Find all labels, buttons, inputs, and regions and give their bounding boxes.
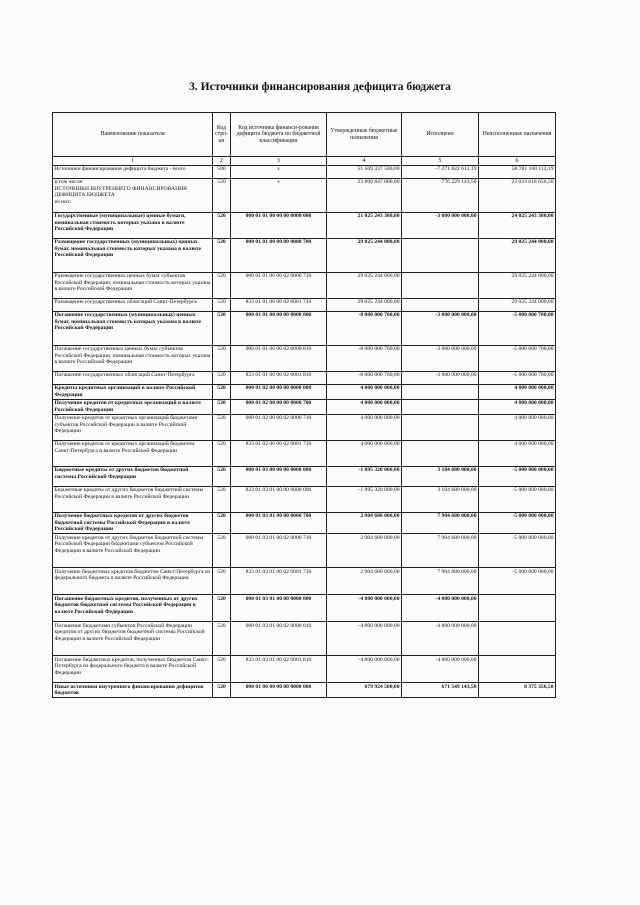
source-code-cell: 000 01 03 01 00 00 0000 700 xyxy=(231,512,327,533)
approved-amount-cell: -4 800 000 000,00 xyxy=(327,656,402,683)
unexecuted-amount-cell: 4 000 000 000,00 xyxy=(479,440,556,466)
table-row xyxy=(53,595,556,622)
line-code-cell: 520 xyxy=(213,414,231,440)
source-code-cell: 833 01 03 01 00 02 0001 710 xyxy=(231,568,327,595)
executed-amount-cell xyxy=(402,384,479,399)
line-code-cell: 520 xyxy=(213,512,231,533)
executed-amount-cell: 7 904 680 000,00 xyxy=(402,512,479,533)
financing-sources-table xyxy=(52,112,556,698)
approved-amount-cell: 2 904 680 000,00 xyxy=(327,512,402,533)
indicator-name-cell: Размещение государственных облигаций Санкт-Петербурга xyxy=(53,298,213,311)
line-code-cell: 520 xyxy=(213,568,231,595)
line-code-cell: 520 xyxy=(213,238,231,272)
approved-amount-cell: 29 025 244 000,00 xyxy=(327,272,402,298)
executed-amount-cell: -3 000 000 000,00 xyxy=(402,212,479,238)
approved-amount-cell: 4 000 000 000,00 xyxy=(327,384,402,399)
unexecuted-amount-cell xyxy=(479,595,556,622)
table-row xyxy=(53,384,556,399)
column-number: 5 xyxy=(402,157,479,166)
source-code-cell: 000 01 03 01 00 02 0000 710 xyxy=(231,534,327,568)
column-number: 3 xyxy=(231,157,327,166)
executed-amount-cell: 7 904 680 000,00 xyxy=(402,568,479,595)
unexecuted-amount-cell: 29 025 244 000,00 xyxy=(479,238,556,272)
executed-amount-cell: -4 800 000 000,00 xyxy=(402,656,479,683)
executed-amount-cell: -3 000 000 000,00 xyxy=(402,311,479,345)
header-indicator-name: Наименование показателя xyxy=(53,113,213,157)
approved-amount-cell: 4 000 000 000,00 xyxy=(327,414,402,440)
executed-amount-cell: 3 104 680 000,00 xyxy=(402,486,479,512)
line-code-cell: 500 xyxy=(213,165,231,178)
source-code-cell: 000 01 01 00 00 00 0000 000 xyxy=(231,212,327,238)
executed-amount-cell: -3 000 000 000,00 xyxy=(402,345,479,371)
approved-amount-cell: -8 000 000 700,00 xyxy=(327,371,402,384)
line-code-cell: 520 xyxy=(213,272,231,298)
table-row xyxy=(53,683,556,698)
indicator-name-cell: Получение кредитов от кредитных организаций в валюте Российской Федерации xyxy=(53,399,213,414)
table-row xyxy=(53,568,556,595)
line-code-cell: 520 xyxy=(213,298,231,311)
indicator-name-cell: Получение бюджетных кредитов бюджетом Санкт-Петербурга из федерального бюджета в валюте Российской Федерации xyxy=(53,568,213,595)
approved-amount-cell: 2 904 680 000,00 xyxy=(327,568,402,595)
approved-amount-cell: -8 000 000 700,00 xyxy=(327,345,402,371)
unexecuted-amount-cell xyxy=(479,656,556,683)
table-row xyxy=(53,371,556,384)
table-row xyxy=(53,656,556,683)
source-code-cell: 000 01 06 00 00 00 0000 000 xyxy=(231,683,327,698)
approved-amount-cell: 29 025 244 000,00 xyxy=(327,298,402,311)
unexecuted-amount-cell: 4 000 000 000,00 xyxy=(479,384,556,399)
executed-amount-cell: -7 271 822 612,19 xyxy=(402,165,479,178)
indicator-name-cell: Иные источники внутреннего финансирования дефицитов бюджетов xyxy=(53,683,213,698)
source-code-cell: 833 01 01 00 00 02 0001 810 xyxy=(231,371,327,384)
line-code-cell: 520 xyxy=(213,595,231,622)
unexecuted-amount-cell: 29 025 244 000,00 xyxy=(479,272,556,298)
indicator-name-cell: Источники финансирования дефицита бюджета - всего xyxy=(53,165,213,178)
source-code-cell: x xyxy=(231,165,327,178)
table-row xyxy=(53,165,556,178)
unexecuted-amount-cell: -5 000 000 000,00 xyxy=(479,466,556,486)
approved-amount-cell: 29 025 244 000,00 xyxy=(327,238,402,272)
approved-amount-cell: 23 809 847 800,00 xyxy=(327,178,402,212)
table-row xyxy=(53,414,556,440)
unexecuted-amount-cell: -5 000 000 000,00 xyxy=(479,534,556,568)
table-row xyxy=(53,238,556,272)
unexecuted-amount-cell: -5 000 000 700,00 xyxy=(479,311,556,345)
indicator-name-cell: Погашение бюджетных кредитов, полученных бюджетом Санкт-Петербурга из федерального бюджета в валюте Российской Федерации xyxy=(53,656,213,683)
source-code-cell: 000 01 02 00 00 00 0000 000 xyxy=(231,384,327,399)
indicator-name-cell: Получение кредитов от кредитных организаций бюджетами субъектов Российской Федерации в валюте Российской Федерации xyxy=(53,414,213,440)
line-code-cell: 520 xyxy=(213,486,231,512)
executed-amount-cell xyxy=(402,440,479,466)
indicator-name-cell: Государственные (муниципальные) ценные бумаги, номинальная стоимость которых указана в валюте Российской Федерации xyxy=(53,212,213,238)
indicator-name-cell: Размещение государственных ценных бумаг субъектов Российской Федерации, номинальная стоимость которых указана в валюте Российской Федерации xyxy=(53,272,213,298)
indicator-name-cell: Получение бюджетных кредитов от других бюджетов бюджетной системы Российской Федерации в валюте Российской Федерации xyxy=(53,512,213,533)
table-row xyxy=(53,466,556,486)
unexecuted-amount-cell: -5 000 000 000,00 xyxy=(479,512,556,533)
unexecuted-amount-cell xyxy=(479,622,556,656)
executed-amount-cell: 7 904 680 000,00 xyxy=(402,534,479,568)
source-code-cell: 000 01 01 00 00 00 0000 700 xyxy=(231,238,327,272)
approved-amount-cell: 21 025 243 300,00 xyxy=(327,212,402,238)
header-executed: Исполнено xyxy=(402,113,479,157)
source-code-cell: 000 01 01 00 00 00 0000 800 xyxy=(231,311,327,345)
line-code-cell: 520 xyxy=(213,311,231,345)
source-code-cell: x xyxy=(231,178,327,212)
unexecuted-amount-cell: 58 781 160 112,19 xyxy=(479,165,556,178)
column-number-row xyxy=(53,157,556,166)
source-code-cell: 833 01 03 01 00 00 0000 000 xyxy=(231,486,327,512)
source-code-cell: 000 01 03 01 00 02 0000 810 xyxy=(231,622,327,656)
page-title: 3. Источники финансирования дефицита бюджета xyxy=(189,81,451,93)
indicator-name-cell: Погашение государственных (муниципальных) ценных бумаг, номинальная стоимость которых указана в валюте Российской Федерации xyxy=(53,311,213,345)
indicator-name-cell: Получение кредитов от других бюджетов бюджетной системы Российской Федерации бюджетами субъектов Российской Федерации в валюте Российской Федерации xyxy=(53,534,213,568)
approved-amount-cell: -4 800 000 000,00 xyxy=(327,595,402,622)
line-code-cell: 520 xyxy=(213,384,231,399)
indicator-name-cell: в том числе: ИСТОЧНИКИ ВНУТРЕННЕГО ФИНАНСИРОВАНИЯ ДЕФИЦИТА БЮДЖЕТА из них: xyxy=(53,178,213,212)
approved-amount-cell: -8 000 000 700,00 xyxy=(327,311,402,345)
table-row xyxy=(53,272,556,298)
source-code-cell: 000 01 03 01 00 00 0000 800 xyxy=(231,595,327,622)
line-code-cell: 520 xyxy=(213,656,231,683)
line-code-cell: 520 xyxy=(213,440,231,466)
line-code-cell: 520 xyxy=(213,683,231,698)
executed-amount-cell: 776 229 143,50 xyxy=(402,178,479,212)
approved-amount-cell: 51 509 337 500,00 xyxy=(327,165,402,178)
financing-sources-table-wrapper xyxy=(52,112,555,698)
unexecuted-amount-cell: 8 375 356,50 xyxy=(479,683,556,698)
unexecuted-amount-cell: 23 033 618 656,50 xyxy=(479,178,556,212)
executed-amount-cell xyxy=(402,414,479,440)
unexecuted-amount-cell: -5 000 000 000,00 xyxy=(479,486,556,512)
unexecuted-amount-cell: -5 000 000 700,00 xyxy=(479,345,556,371)
header-row xyxy=(53,113,556,157)
table-row xyxy=(53,440,556,466)
executed-amount-cell: 671 549 143,50 xyxy=(402,683,479,698)
executed-amount-cell: -3 000 000 000,00 xyxy=(402,371,479,384)
indicator-name-cell: Погашение государственных ценных бумаг субъектов Российской Федерации, номинальная стоимость которых указана в валюте Российской Федерации xyxy=(53,345,213,371)
source-code-cell: 000 01 03 00 00 00 0000 000 xyxy=(231,466,327,486)
indicator-name-cell: Погашение бюджетных кредитов, полученных от других бюджетов бюджетной системы Российской Федерации в валюте Российской Федерации xyxy=(53,595,213,622)
unexecuted-amount-cell: 24 025 243 300,00 xyxy=(479,212,556,238)
approved-amount-cell: 4 000 000 000,00 xyxy=(327,399,402,414)
unexecuted-amount-cell: -5 000 000 000,00 xyxy=(479,568,556,595)
line-code-cell: 520 xyxy=(213,622,231,656)
header-line-code: Код стро-ки xyxy=(213,113,231,157)
table-row xyxy=(53,345,556,371)
column-number: 6 xyxy=(479,157,556,166)
table-row xyxy=(53,486,556,512)
line-code-cell: 520 xyxy=(213,178,231,212)
source-code-cell: 833 01 02 00 00 02 0001 710 xyxy=(231,440,327,466)
executed-amount-cell xyxy=(402,399,479,414)
approved-amount-cell: 4 000 000 000,00 xyxy=(327,440,402,466)
line-code-cell: 520 xyxy=(213,466,231,486)
source-code-cell: 000 01 02 00 00 02 0000 710 xyxy=(231,414,327,440)
executed-amount-cell: 3 104 680 000,00 xyxy=(402,466,479,486)
executed-amount-cell: -4 800 000 000,00 xyxy=(402,622,479,656)
indicator-name-cell: Получение кредитов от кредитных организаций бюджетом Санкт-Петербурга в валюте Российской Федерации xyxy=(53,440,213,466)
source-code-cell: 000 01 01 00 00 02 0000 810 xyxy=(231,345,327,371)
header-unexecuted: Неисполненные назначения xyxy=(479,113,556,157)
executed-amount-cell xyxy=(402,298,479,311)
source-code-cell: 833 01 03 01 00 02 0001 810 xyxy=(231,656,327,683)
line-code-cell: 520 xyxy=(213,345,231,371)
indicator-name-cell: Кредиты кредитных организаций в валюте Российской Федерации xyxy=(53,384,213,399)
header-approved: Утвержденные бюджетные назначения xyxy=(327,113,402,157)
table-row xyxy=(53,212,556,238)
indicator-name-cell: Бюджетные кредиты от других бюджетов бюджетной системы Российской Федерации в валюте Российской Федерации xyxy=(53,486,213,512)
table-body xyxy=(53,165,556,697)
indicator-name-cell: Погашение государственных облигаций Санкт-Петербурга xyxy=(53,371,213,384)
executed-amount-cell xyxy=(402,272,479,298)
line-code-cell: 520 xyxy=(213,212,231,238)
line-code-cell: 520 xyxy=(213,534,231,568)
approved-amount-cell: 2 904 680 000,00 xyxy=(327,534,402,568)
indicator-name-cell: Погашение бюджетами субъектов Российской Федерации кредитов от других бюджетов бюджетной системы Российской Федерации в валюте Российской Федерации xyxy=(53,622,213,656)
table-row xyxy=(53,298,556,311)
table-row xyxy=(53,178,556,212)
table-row xyxy=(53,399,556,414)
approved-amount-cell: -4 800 000 000,00 xyxy=(327,622,402,656)
executed-amount-cell: -4 800 000 000,00 xyxy=(402,595,479,622)
source-code-cell: 000 01 01 00 00 02 0000 710 xyxy=(231,272,327,298)
line-code-cell: 520 xyxy=(213,399,231,414)
indicator-name-cell: Размещение государственных (муниципальных) ценных бумаг, номинальная стоимость которых указана в валюте Российской Федерации xyxy=(53,238,213,272)
column-number: 2 xyxy=(213,157,231,166)
executed-amount-cell xyxy=(402,238,479,272)
table-row xyxy=(53,512,556,533)
approved-amount-cell: 679 924 500,00 xyxy=(327,683,402,698)
column-number: 4 xyxy=(327,157,402,166)
indicator-name-cell: Бюджетные кредиты от других бюджетов бюджетной системы Российской Федерации xyxy=(53,466,213,486)
unexecuted-amount-cell: -5 000 000 700,00 xyxy=(479,371,556,384)
header-source-code: Код источника финанси-рования дефицита бюджета по бюджетной классификации xyxy=(231,113,327,157)
approved-amount-cell: -1 895 320 000,00 xyxy=(327,486,402,512)
column-number: 1 xyxy=(53,157,213,166)
unexecuted-amount-cell: 29 025 244 000,00 xyxy=(479,298,556,311)
unexecuted-amount-cell: 4 000 000 000,00 xyxy=(479,414,556,440)
approved-amount-cell: -1 895 320 000,00 xyxy=(327,466,402,486)
table-row xyxy=(53,534,556,568)
line-code-cell: 520 xyxy=(213,371,231,384)
source-code-cell: 000 01 02 00 00 00 0000 700 xyxy=(231,399,327,414)
table-row xyxy=(53,622,556,656)
source-code-cell: 833 01 01 00 00 02 0001 710 xyxy=(231,298,327,311)
unexecuted-amount-cell: 4 000 000 000,00 xyxy=(479,399,556,414)
table-row xyxy=(53,311,556,345)
